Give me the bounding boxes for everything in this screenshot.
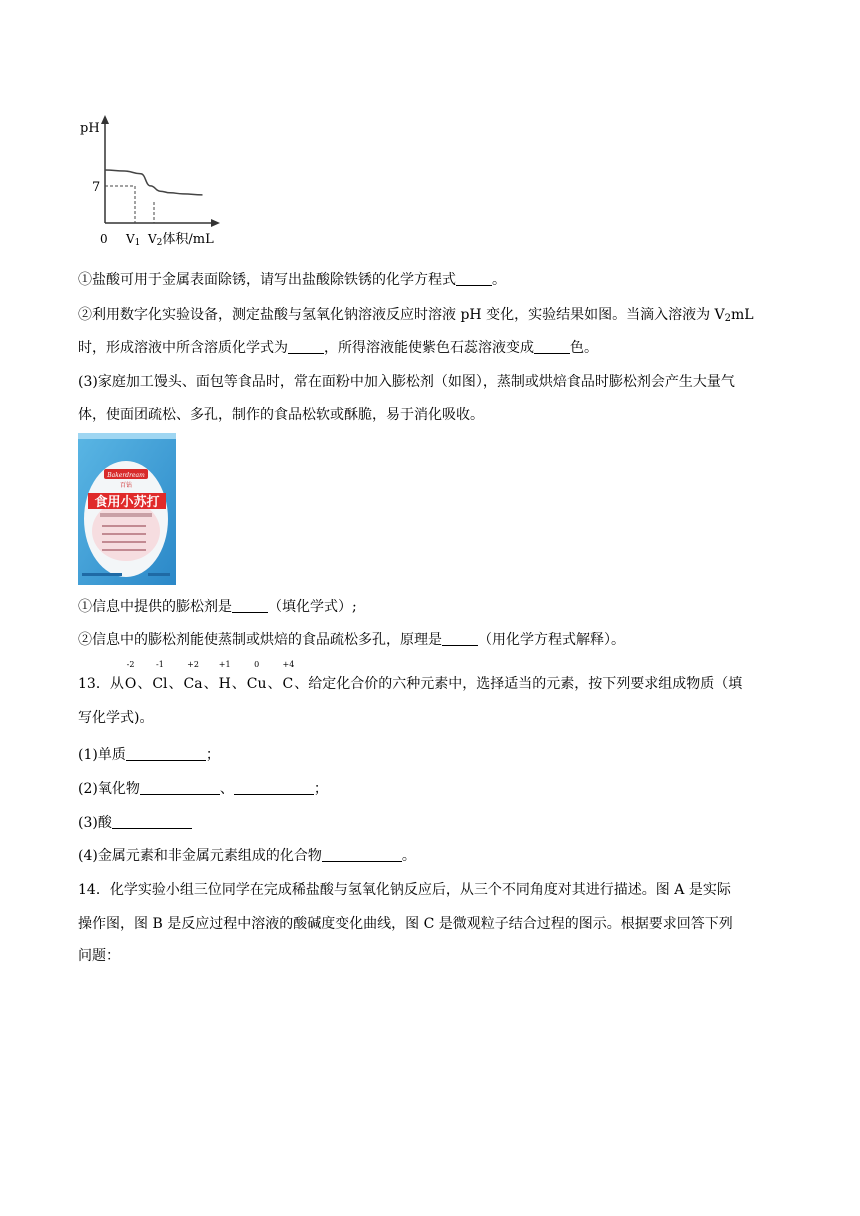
baking-soda-package-image [78,433,176,585]
element-symbol: H [218,676,231,692]
separator: 、 [168,676,183,692]
separator: 、 [267,676,282,692]
q13-item2: (2)氧化物 、 ； [78,781,328,797]
element-ca [183,660,203,697]
element-symbol: Cu [246,676,267,692]
q13-item3: (3)酸 [78,813,192,833]
element-h [218,660,231,697]
package-brand: Bakerdream [107,472,145,479]
separator: 、 [231,676,246,692]
element-symbol: C [282,676,294,692]
package-product-name: 食用小苏打 [94,495,160,510]
v2-label: V2体积/mL [148,232,214,248]
valence-mark: +2 [187,660,199,669]
q14-line2: 操作图，图 B 是反应过程中溶液的酸碱度变化曲线，图 C 是微观粒子结合过程的图示。根据要求回答下列 [78,916,733,932]
q12-line2b: 时，形成溶液中所含溶质化学式为 ，所得溶液能使紫色石蕊溶液变成 色。 [78,340,598,356]
element-o [124,660,137,697]
y-axis-label: pH [80,121,100,136]
q12-line3a: (3)家庭加工馒头、面包等食品时，常在面粉中加入膨松剂（如图），蒸制或烘焙食品时膨松剂会产生大量气 [78,374,735,390]
y-tick-7: 7 [92,180,101,195]
element-cu [246,660,267,697]
ph-curve [105,170,203,195]
element-symbol: O [124,676,137,692]
q12-line1: ①盐酸可用于金属表面除锈，请写出盐酸除铁锈的化学方程式 。 [78,272,506,288]
valence-mark: +1 [218,660,231,669]
element-c [282,660,295,697]
answer-blank[interactable] [234,780,314,795]
answer-blank[interactable] [534,339,570,354]
valence-mark: +4 [282,660,295,669]
answer-blank[interactable] [232,598,268,613]
answer-blank[interactable] [112,814,192,829]
valence-mark: -2 [126,660,135,669]
q12-line3b: 体，使面团疏松、多孔，制作的食品松软或酥脆，易于消化吸收。 [78,407,484,423]
origin-label: 0 [100,232,108,246]
q12-line4: ①信息中提供的膨松剂是 （填化学式）; [78,599,357,615]
separator: 、 [137,676,152,692]
element-symbol: Ca [183,676,203,692]
q13-item1: (1)单质 ； [78,747,220,763]
answer-blank[interactable] [456,271,492,286]
answer-blank[interactable] [140,780,220,795]
element-symbol: Cl [152,676,168,692]
q13-item4: (4)金属元素和非金属元素组成的化合物 。 [78,848,416,864]
q12-line5: ②信息中的膨松剂能使蒸制或烘焙的食品疏松多孔，原理是 （用化学方程式解释）。 [78,632,625,648]
q13-element-list [124,660,309,692]
answer-blank[interactable] [288,339,324,354]
ph-chart [78,112,238,252]
y-axis-arrow [101,115,109,124]
q13-line1: 13．从 -2 O、 -1 Cl、 +2 Ca、 +1 H、 0 Cu、 +4 C、给定化合价的六种元素中，选择适当的元素，按下列要求组成物质（填 [78,663,742,697]
package-brand-cn: 百钻 [119,482,133,489]
separator: 、 [294,676,309,692]
q14-line1: 14．化学实验小组三位同学在完成稀盐酸与氢氧化钠反应后，从三个不同角度对其进行描述。图 A 是实际 [78,882,731,898]
answer-blank[interactable] [442,631,478,646]
q14-line3: 问题： [78,948,120,964]
valence-mark: -1 [156,660,164,669]
q12-line2a: ②利用数字化实验设备，测定盐酸与氢氧化钠溶液反应时溶液 pH 变化，实验结果如图。当滴入溶液为 $V_2mL$ [78,307,754,324]
answer-blank[interactable] [322,847,402,862]
x-axis-arrow [211,219,220,227]
separator: 、 [203,676,218,692]
element-cl [152,660,168,697]
q13-line2: 写化学式)。 [78,710,154,726]
v1-label: V1 [126,232,141,248]
valence-mark: 0 [254,660,260,669]
answer-blank[interactable] [126,746,206,761]
